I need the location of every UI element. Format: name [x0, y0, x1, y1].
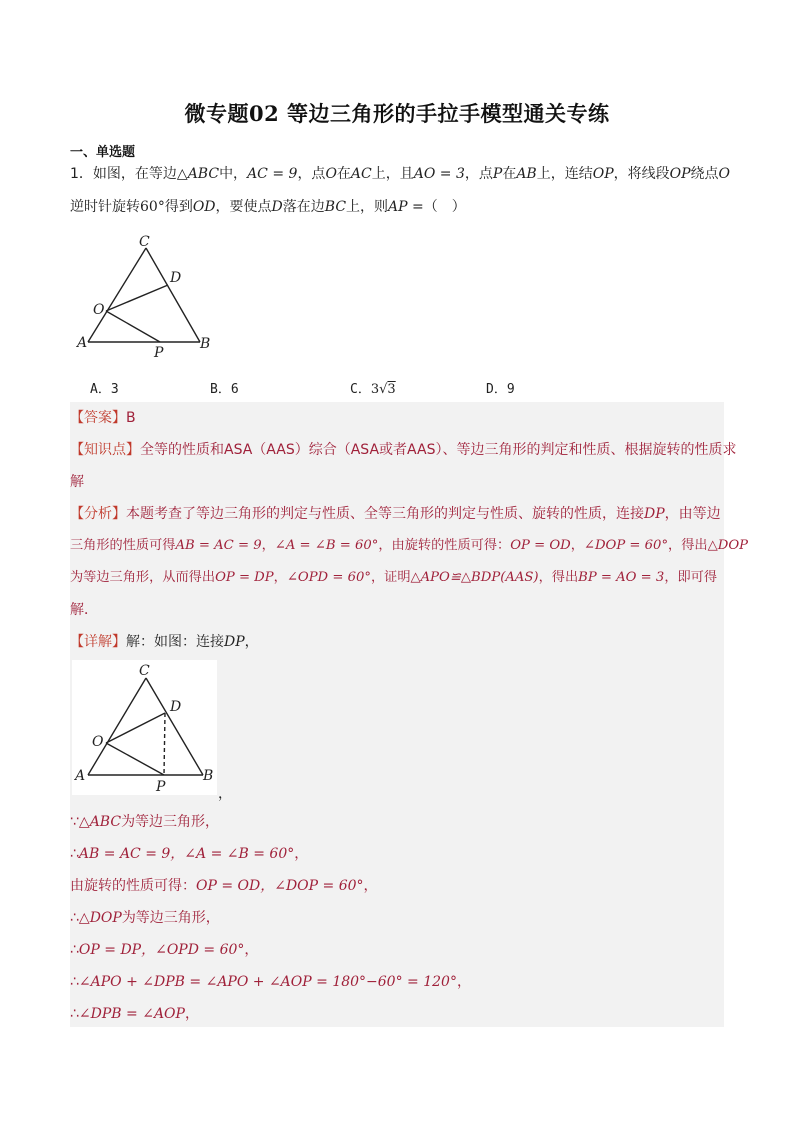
detail-step-2: ∴AB = AC = 9，∠A = ∠B = 60°，: [70, 846, 309, 862]
detail-step-6: ∴∠APO + ∠DPB = ∠APO + ∠AOP = 180°−60° = 120°，: [70, 974, 471, 990]
answer-line: 【答案】B: [70, 410, 136, 426]
detail-step-3: 由旋转的性质可得：OP = OD，∠DOP = 60°，: [70, 878, 378, 894]
detail-step-4: ∴△DOP为等边三角形，: [70, 910, 220, 926]
triangle-figure-1: [72, 232, 222, 362]
side-ac: [88, 248, 146, 342]
question-line-1: 1．如图，在等边△ABC中，AC = 9，点O在AC上，且AO = 3，点P在AB上，连结OP，将线段OP绕点O: [70, 166, 731, 182]
option-a[interactable]: A．3: [90, 382, 119, 397]
knowledge-line-1: 【知识点】全等的性质和ASA（AAS）综合（ASA或者AAS）、等边三角形的判定和性质、根据旋转的性质求: [70, 442, 737, 458]
label-c: C: [139, 234, 150, 250]
analysis-line-4: 解．: [70, 602, 98, 618]
label-d-2: D: [170, 699, 182, 715]
section-heading: 一、单选题: [70, 145, 136, 160]
detail-intro: 【详解】解：如图：连接DP，: [70, 634, 259, 650]
segment-op-2: [106, 743, 164, 775]
triangle-figure-2: [72, 660, 217, 795]
side-bc: [146, 248, 200, 342]
option-c[interactable]: C．3√3: [350, 382, 396, 397]
option-d[interactable]: D．9: [486, 382, 515, 397]
label-o-2: O: [92, 734, 104, 750]
label-a-2: A: [75, 768, 86, 784]
label-o: O: [93, 302, 105, 318]
analysis-line-1: 【分析】本题考查了等边三角形的判定与性质、全等三角形的判定与性质、旋转的性质，连接DP，由等边: [70, 506, 721, 522]
figure-2-comma: ，: [218, 786, 232, 802]
label-a: A: [77, 335, 88, 351]
label-b: B: [200, 336, 211, 352]
label-d: D: [170, 270, 182, 286]
label-p-2: P: [156, 779, 166, 795]
page-title: 微专题02 等边三角形的手拉手模型通关专练: [184, 101, 610, 126]
detail-step-5: ∴OP = DP，∠OPD = 60°，: [70, 942, 259, 958]
side-bc-2: [146, 678, 203, 775]
knowledge-line-2: 解: [70, 474, 84, 490]
segment-od-2: [106, 713, 165, 743]
analysis-line-3: 为等边三角形，从而得出OP = DP，∠OPD = 60°，证明△APO≌△BDP(AAS)，得出BP = AO = 3，即可得: [70, 570, 718, 585]
label-p: P: [154, 345, 164, 361]
sqrt-symbol: √: [379, 382, 388, 397]
label-c-2: C: [139, 663, 150, 679]
question-line-2: 逆时针旋转60°得到OD，要使点D落在边BC上，则AP =（ ）: [70, 199, 466, 215]
figure-2-frame: [72, 660, 217, 795]
segment-dp-dashed: [164, 713, 165, 775]
detail-step-1: ∵△ABC为等边三角形，: [70, 814, 220, 830]
detail-step-7: ∴∠DPB = ∠AOP，: [70, 1006, 199, 1022]
segment-op: [106, 311, 160, 342]
analysis-line-2: 三角形的性质可得AB = AC = 9，∠A = ∠B = 60°，由旋转的性质可得：OP = OD，∠DOP = 60°，得出△DOP: [70, 538, 749, 553]
option-b[interactable]: B．6: [210, 382, 239, 397]
label-b-2: B: [203, 768, 214, 784]
